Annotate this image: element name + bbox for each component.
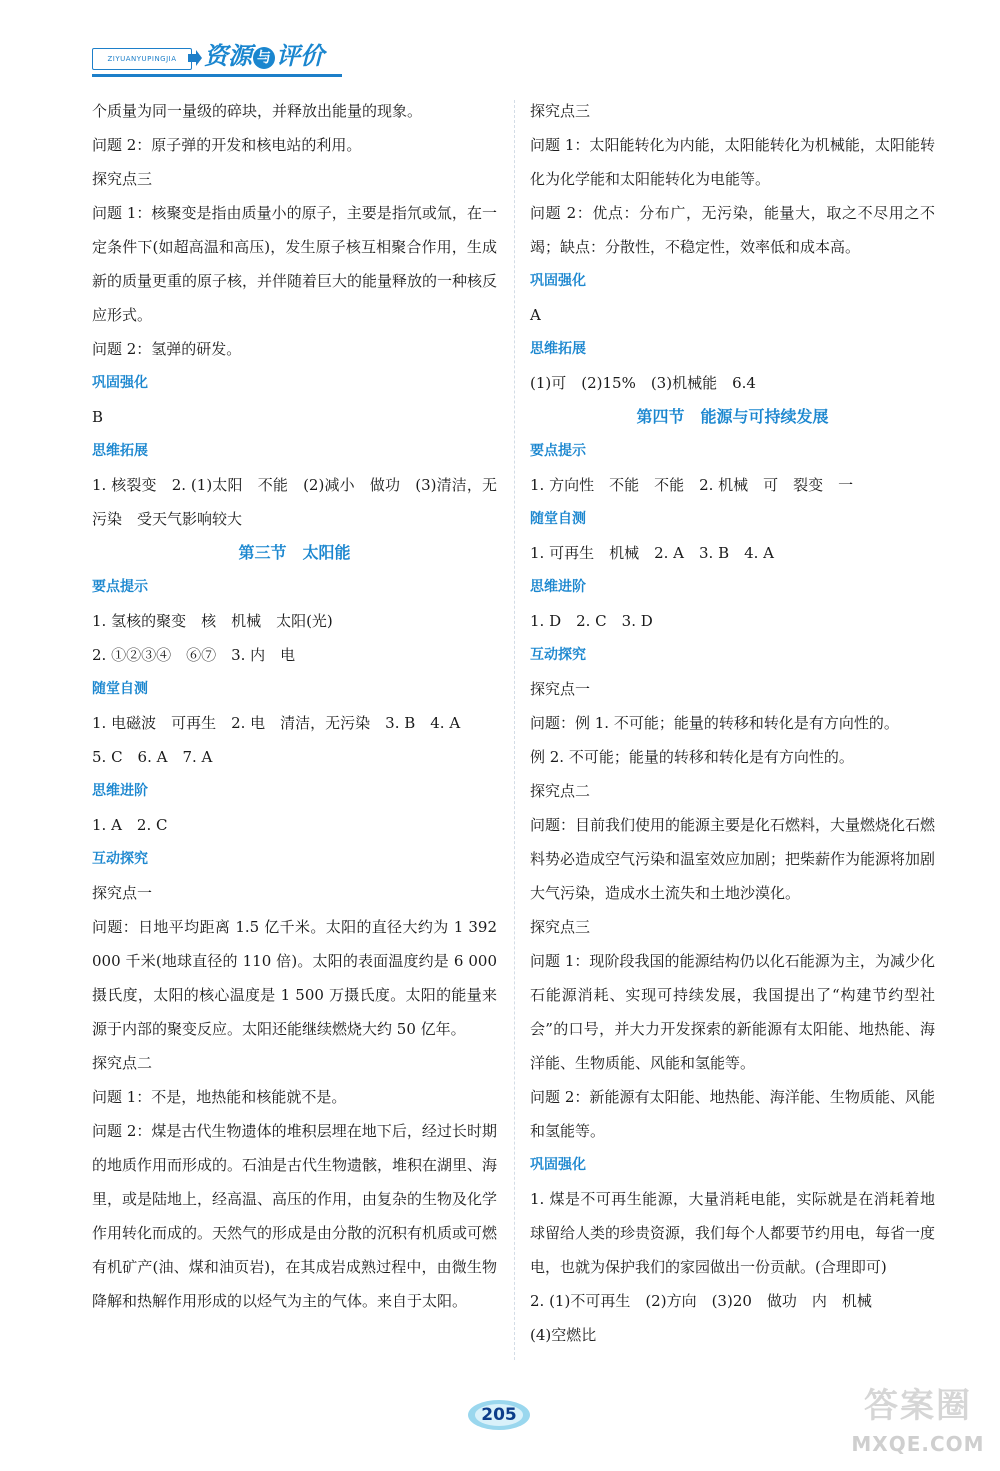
page-header xyxy=(92,36,352,80)
text-line: 探究点二 xyxy=(92,1054,153,1072)
answer-paragraph: 1. 核裂变 2. (1)太阳 不能 (2)减小 做功 (3)清洁，无污染 受天气影响较大 xyxy=(92,476,497,528)
subheading: 要点提示 xyxy=(92,579,148,595)
text-line: 问题：例 1. 不可能；能量的转移和转化是有方向性的。 xyxy=(530,714,899,732)
header-pinyin: ZIYUANYUPINGJIA xyxy=(92,48,192,70)
text-line: 个质量为同一量级的碎块，并释放出能量的现象。 xyxy=(92,102,423,120)
subheading: 巩固强化 xyxy=(92,375,148,391)
text-paragraph: 问题 1：核聚变是指由质量小的原子，主要是指氘或氚，在一定条件下(如超高温和高压)，发生原子核互相聚合作用，生成新的质量更重的原子核，并伴随着巨大的能量释放的一种核反应形式。 xyxy=(92,204,498,324)
answer-line: B xyxy=(92,408,104,426)
subheading: 巩固强化 xyxy=(530,273,586,289)
text-line: 例 2. 不可能；能量的转移和转化是有方向性的。 xyxy=(530,748,854,766)
text-paragraph: 问题 2：新能源有太阳能、地热能、海洋能、生物质能、风能和氢能等。 xyxy=(530,1088,935,1140)
header-title-part2: 评价 xyxy=(276,42,324,70)
watermark-url: MXQE.COM xyxy=(851,1432,985,1456)
text-line: 探究点二 xyxy=(530,782,591,800)
answer-line: A xyxy=(530,306,541,324)
text-paragraph: 问题 2：优点：分布广，无污染，能量大，取之不尽用之不竭；缺点：分散性，不稳定性，效率低和成本高。 xyxy=(530,204,935,256)
text-paragraph: 问题 1：现阶段我国的能源结构仍以化石能源为主，为减少化石能源消耗、实现可持续发展，我国提出了“构建节约型社会”的口号，并大力开发探索的新能源有太阳能、地热能、海洋能、生物质能、风能和氢能等。 xyxy=(530,952,935,1072)
answer-line: 1. 方向性 不能 不能 2. 机械 可 裂变 一 xyxy=(530,476,854,494)
answer-line: 1. A 2. C xyxy=(92,816,168,834)
section-title: 第四节 能源与可持续发展 xyxy=(636,407,829,426)
subheading: 互动探究 xyxy=(530,647,586,663)
subheading: 思维进阶 xyxy=(530,579,586,595)
header-underline xyxy=(92,74,342,77)
answer-line: 5. C 6. A 7. A xyxy=(92,748,213,766)
text-line: 探究点一 xyxy=(530,680,591,698)
page-number xyxy=(466,1395,532,1435)
answer-line: (4)空燃比 xyxy=(530,1326,597,1344)
subheading: 互动探究 xyxy=(92,851,148,867)
answer-line: 1. 可再生 机械 2. A 3. B 4. A xyxy=(530,544,775,562)
answer-line: 1. 氢核的聚变 核 机械 太阳(光) xyxy=(92,612,333,630)
text-line: 问题 2：原子弹的开发和核电站的利用。 xyxy=(92,136,362,154)
right-column xyxy=(530,94,935,1352)
header-title xyxy=(204,36,324,76)
column-divider xyxy=(514,100,515,1360)
answer-line: 1. D 2. C 3. D xyxy=(530,612,653,630)
watermark xyxy=(848,1378,988,1462)
text-line: 探究点三 xyxy=(530,102,591,120)
text-line: 问题 2：氢弹的研发。 xyxy=(92,340,242,358)
subheading: 随堂自测 xyxy=(92,681,148,697)
page-number-text: 205 xyxy=(481,1405,517,1425)
header-title-part1: 资源 xyxy=(204,42,252,70)
text-paragraph: 问题：日地平均距离 1.5 亿千米。太阳的直径大约为 1 392 000 千米(地球直径的 110 倍)。太阳的表面温度约是 6 000 摄氏度，太阳的核心温度是 1 500 万摄氏度。太阳的能量来源于内部的聚变反应。太阳还能继续燃烧大约 50 亿年。 xyxy=(92,918,497,1038)
answer-line: 1. 电磁波 可再生 2. 电 清洁，无污染 3. B 4. A xyxy=(92,714,461,732)
answer-line: 2. (1)不可再生 (2)方向 (3)20 做功 内 机械 xyxy=(530,1292,872,1310)
subheading: 要点提示 xyxy=(530,443,586,459)
text-line: 探究点三 xyxy=(92,170,153,188)
answer-line: (1)可 (2)15% (3)机械能 6.4 xyxy=(530,374,756,392)
header-title-amp: 与 xyxy=(253,47,275,69)
text-line: 问题 1：不是，地热能和核能就不是。 xyxy=(92,1088,347,1106)
answer-line: 2. ①②③④ ⑥⑦ 3. 内 电 xyxy=(92,646,296,664)
subheading: 思维拓展 xyxy=(92,443,148,459)
left-column xyxy=(92,94,497,1318)
text-line: 探究点一 xyxy=(92,884,153,902)
header-arrow-icon xyxy=(188,48,202,68)
watermark-logo: 答案圈 xyxy=(864,1386,972,1426)
text-paragraph: 问题 2：煤是古代生物遗体的堆积层埋在地下后，经过长时期的地质作用而形成的。石油是古代生物遗骸，堆积在湖里、海里，或是陆地上，经高温、高压的作用，由复杂的生物及化学作用转化而成的。天然气的形成是由分散的沉积有机质或可燃有机矿产(油、煤和油页岩)，在其成岩成熟过程中，由微生物降解和热解作用形成的以烃气为主的气体。来自于太阳。 xyxy=(92,1122,498,1310)
text-paragraph: 问题：目前我们使用的能源主要是化石燃料，大量燃烧化石燃料势必造成空气污染和温室效应加剧；把柴薪作为能源将加剧大气污染，造成水土流失和土地沙漠化。 xyxy=(530,816,936,902)
text-paragraph: 问题 1：太阳能转化为内能，太阳能转化为机械能，太阳能转化为化学能和太阳能转化为电能等。 xyxy=(530,136,935,188)
subheading: 随堂自测 xyxy=(530,511,586,527)
section-title: 第三节 太阳能 xyxy=(238,543,351,562)
subheading: 巩固强化 xyxy=(530,1157,586,1173)
text-line: 探究点三 xyxy=(530,918,591,936)
text-paragraph: 1. 煤是不可再生能源，大量消耗电能，实际就是在消耗着地球留给人类的珍贵资源，我们每个人都要节约用电，每省一度电，也就为保护我们的家园做出一份贡献。(合理即可) xyxy=(530,1190,936,1276)
subheading: 思维拓展 xyxy=(530,341,586,357)
subheading: 思维进阶 xyxy=(92,783,148,799)
